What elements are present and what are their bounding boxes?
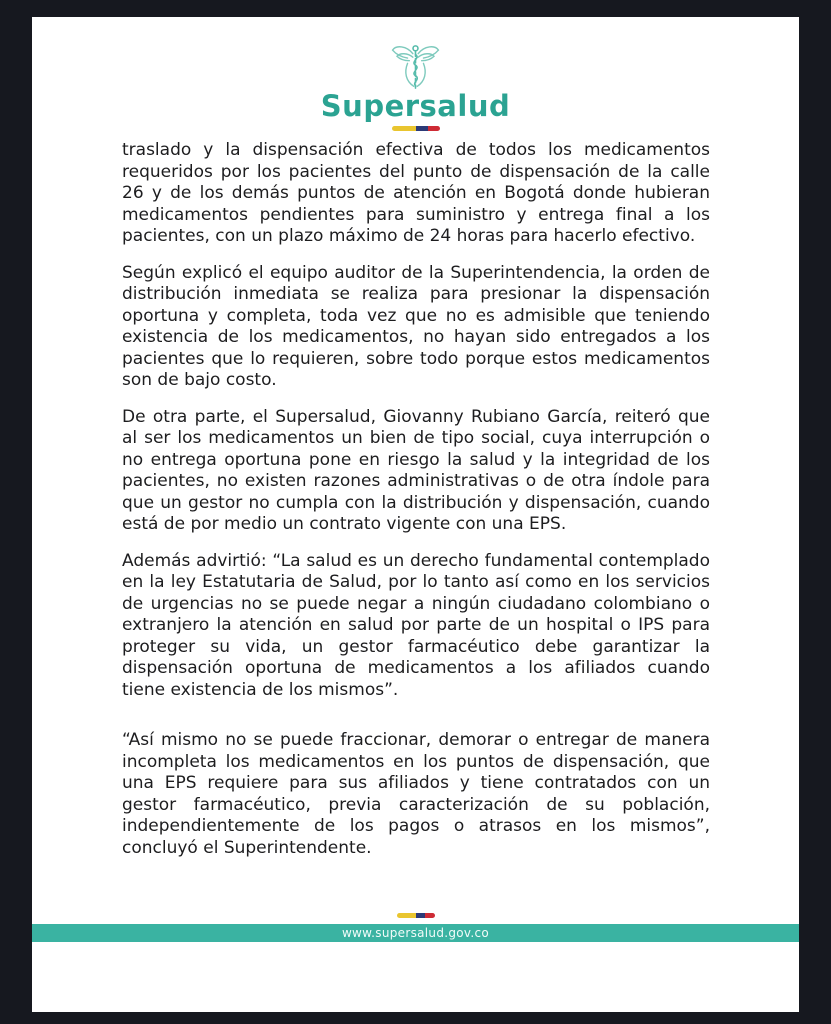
page-footer bbox=[32, 913, 799, 942]
flag-blue-segment bbox=[416, 913, 426, 918]
footer-url: www.supersalud.gov.co bbox=[341, 926, 490, 940]
flag-red-segment bbox=[428, 126, 440, 131]
paragraph-2: Según explicó el equipo auditor de la Superintendencia, la orden de distribución inmediata se realiza para presionar la dispensación oportuna y completa, toda vez que no es admisible que teniendo existencia de los medicamentos, no hayan sido entregados a los pacientes que lo requieren, sobre todo porque estos medicamentos son de bajo costo. bbox=[122, 262, 710, 390]
paragraph-5: “Así mismo no se puede fraccionar, demorar o entregar de manera incompleta los medicamentos en los puntos de dispensación, que una EPS requiere para sus afiliados y tiene contratados con un gestor farmacéutico, previa caracterización de su población, independientemente de los pagos o atrasos en los mismos”, concluyó el Superintendente. bbox=[122, 730, 710, 858]
footer-url-bar bbox=[32, 924, 799, 942]
flag-yellow-segment bbox=[392, 126, 416, 131]
logo-wordmark: Supersalud bbox=[320, 89, 511, 123]
document-body bbox=[122, 140, 710, 859]
flag-yellow-segment bbox=[397, 913, 416, 918]
supersalud-logo bbox=[32, 17, 799, 131]
colombia-flag-bar-footer bbox=[397, 913, 435, 918]
document-page bbox=[32, 17, 799, 1012]
colombia-flag-bar bbox=[392, 126, 440, 131]
paragraph-1: traslado y la dispensación efectiva de todos los medicamentos requeridos por los pacientes del punto de dispensación de la calle 26 y de los demás puntos de atención en Bogotá donde hubieran medicamentos pendientes para suministro y entrega final a los pacientes, con un plazo máximo de 24 horas para hacerlo efectivo. bbox=[122, 140, 710, 246]
paragraph-4: Además advirtió: “La salud es un derecho fundamental contemplado en la ley Estatutaria de Salud, por lo tanto así como en los servicios de urgencias no se puede negar a ningún ciudadano colombiano o extranjero la atención en salud por parte de un hospital o IPS para proteger su vida, un gestor farmacéutico debe garantizar la dispensación oportuna de medicamentos a los afiliados cuando tiene existencia de los mismos”. bbox=[122, 550, 710, 700]
paragraph-3: De otra parte, el Supersalud, Giovanny Rubiano García, reiteró que al ser los medicamentos un bien de tipo social, cuya interrupción o no entrega oportuna pone en riesgo la salud y la integridad de los pacientes, no existen razones administrativas o de otra índole para que un gestor no cumpla con la distribución y dispensación, cuando está de por medio un contrato vigente con una EPS. bbox=[122, 406, 710, 534]
flag-blue-segment bbox=[416, 126, 428, 131]
caduceus-icon bbox=[389, 42, 442, 90]
flag-red-segment bbox=[425, 913, 435, 918]
